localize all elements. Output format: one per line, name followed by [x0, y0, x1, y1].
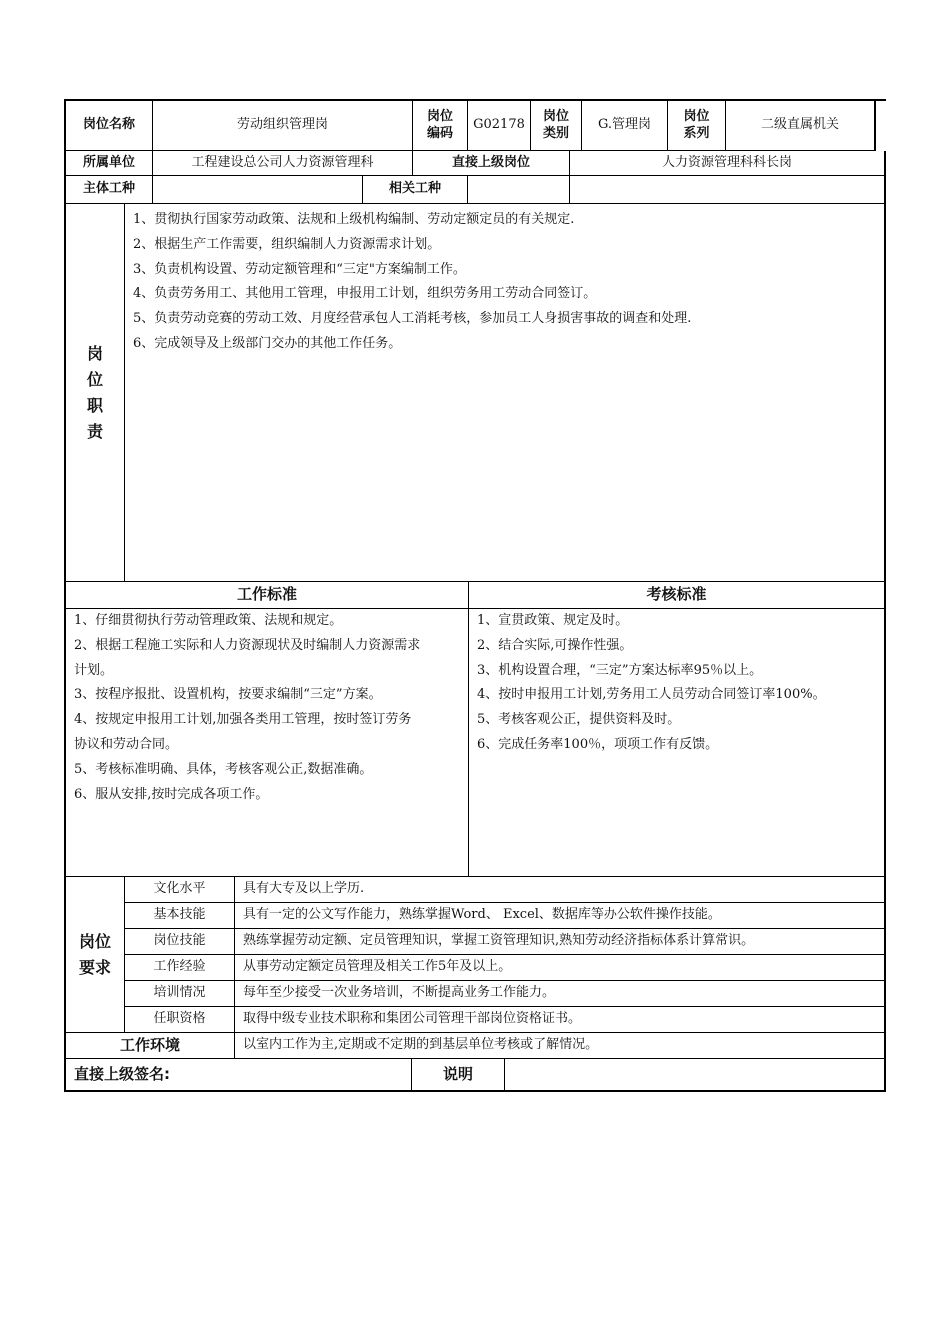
requirement-row — [125, 955, 886, 981]
duty-item: 4、负责劳务用工、其他用工管理，申报用工计划，组织劳务用工劳动合同签订。 — [133, 286, 597, 302]
requirement-value: 熟练掌握劳动定额、定员管理知识，掌握工资管理知识,熟知劳动经济指标体系计算常识。 — [235, 929, 886, 955]
main-job-value — [153, 176, 363, 204]
footer-row — [64, 1059, 886, 1092]
superior-value: 人力资源管理科科长岗 — [570, 151, 886, 176]
job-type-row — [64, 176, 886, 204]
duty-item: 3、负责机构设置、劳动定额管理和“三定"方案编制工作。 — [133, 261, 466, 277]
requirement-value: 取得中级专业技术职称和集团公司管理干部岗位资格证书。 — [235, 1007, 886, 1033]
requirement-value: 具有大专及以上学历. — [235, 877, 886, 903]
requirements-block — [64, 877, 886, 1033]
requirement-row — [125, 929, 886, 955]
list-item: 3、按程序报批、设置机构，按要求编制“三定”方案。 — [74, 687, 382, 703]
list-item: 2、结合实际,可操作性强。 — [477, 637, 633, 653]
requirement-value: 具有一定的公文写作能力，熟练掌握Word、 Excel、数据库等办公软件操作技能。 — [235, 903, 886, 929]
requirement-name: 任职资格 — [125, 1007, 235, 1033]
list-item: 6、服从安排,按时完成各项工作。 — [74, 786, 269, 802]
requirement-name: 文化水平 — [125, 877, 235, 903]
post-code-label: 岗位 编码 — [413, 101, 468, 151]
main-job-label: 主体工种 — [66, 176, 153, 204]
list-item: 5、考核客观公正，提供资料及时。 — [477, 712, 681, 728]
superior-label: 直接上级岗位 — [413, 151, 570, 176]
list-item: 5、考核标准明确、具体，考核客观公正,数据准确。 — [74, 761, 373, 777]
requirement-name: 岗位技能 — [125, 929, 235, 955]
unit-value: 工程建设总公司人力资源管理科 — [153, 151, 413, 176]
duties-list — [125, 204, 886, 582]
list-item: 4、按时申报用工计划,劳务用工人员劳动合同签订率100%。 — [477, 687, 826, 703]
list-item: 6、完成任务率100％，项项工作有反馈。 — [477, 736, 719, 752]
environment-row — [64, 1033, 886, 1059]
list-item: 1、仔细贯彻执行劳动管理政策、法规和规定。 — [74, 613, 343, 628]
requirement-row — [125, 981, 886, 1007]
sign-label: 直接上级签名: — [66, 1059, 412, 1092]
unit-row — [64, 151, 886, 176]
requirement-row — [125, 877, 886, 903]
work-standard-list — [66, 609, 469, 877]
requirement-value: 从事劳动定额定员管理及相关工作5年及以上。 — [235, 955, 886, 981]
duties-row — [64, 204, 886, 582]
post-series-label: 岗位 系列 — [668, 101, 726, 151]
note-value — [505, 1059, 886, 1092]
requirement-row — [125, 903, 886, 929]
requirement-value: 每年至少接受一次业务培训，不断提高业务工作能力。 — [235, 981, 886, 1007]
list-item: 协议和劳动合同。 — [74, 736, 179, 752]
post-name-label: 岗位名称 — [66, 101, 153, 151]
assess-standard-list — [469, 609, 886, 877]
requirement-name: 培训情况 — [125, 981, 235, 1007]
requirement-row — [125, 1007, 886, 1033]
duties-label: 岗 位 职 责 — [66, 204, 125, 582]
post-type-value: G.管理岗 — [582, 101, 668, 151]
list-item: 4、按规定申报用工计划,加强各类用工管理，按时签订劳务 — [74, 712, 412, 728]
duty-item: 5、负责劳动竞赛的劳动工效、月度经营承包人工消耗考核，参加员工人身损害事故的调查和处理. — [133, 311, 692, 327]
requirements-table — [125, 877, 886, 1033]
duty-item: 1、贯彻执行国家劳动政策、法规和上级机构编制、劳动定额定员的有关规定. — [133, 212, 575, 227]
standards-row — [64, 609, 886, 877]
list-item: 2、根据工程施工实际和人力资源现状及时编制人力资源需求 — [74, 637, 421, 653]
requirements-label: 岗位 要求 — [66, 877, 125, 1033]
related-job-extra — [570, 176, 886, 204]
list-item: 计划。 — [74, 662, 114, 678]
duty-item: 2、根据生产工作需要，组织编制人力资源需求计划。 — [133, 236, 441, 252]
assess-standard-title: 考核标准 — [469, 582, 886, 609]
post-code-value: G02178 — [468, 101, 531, 151]
note-label: 说明 — [412, 1059, 505, 1092]
list-item: 1、宣贯政策、规定及时。 — [477, 613, 629, 628]
job-description-form — [64, 99, 886, 1092]
list-item: 3、机构设置合理，“三定”方案达标率95％以上。 — [477, 662, 763, 678]
work-standard-title: 工作标准 — [66, 582, 469, 609]
related-job-label: 相关工种 — [363, 176, 468, 204]
unit-label: 所属单位 — [66, 151, 153, 176]
environment-label: 工作环境 — [66, 1033, 235, 1059]
standards-title-row — [64, 582, 886, 609]
post-series-value: 二级直属机关 — [726, 101, 876, 151]
requirement-name: 工作经验 — [125, 955, 235, 981]
post-name-value: 劳动组织管理岗 — [153, 101, 413, 151]
requirement-name: 基本技能 — [125, 903, 235, 929]
duty-item: 6、完成领导及上级部门交办的其他工作任务。 — [133, 335, 402, 351]
related-job-value — [468, 176, 570, 204]
environment-value: 以室内工作为主,定期或不定期的到基层单位考核或了解情况。 — [235, 1033, 886, 1059]
post-type-label: 岗位 类别 — [531, 101, 582, 151]
header-row — [64, 99, 886, 151]
